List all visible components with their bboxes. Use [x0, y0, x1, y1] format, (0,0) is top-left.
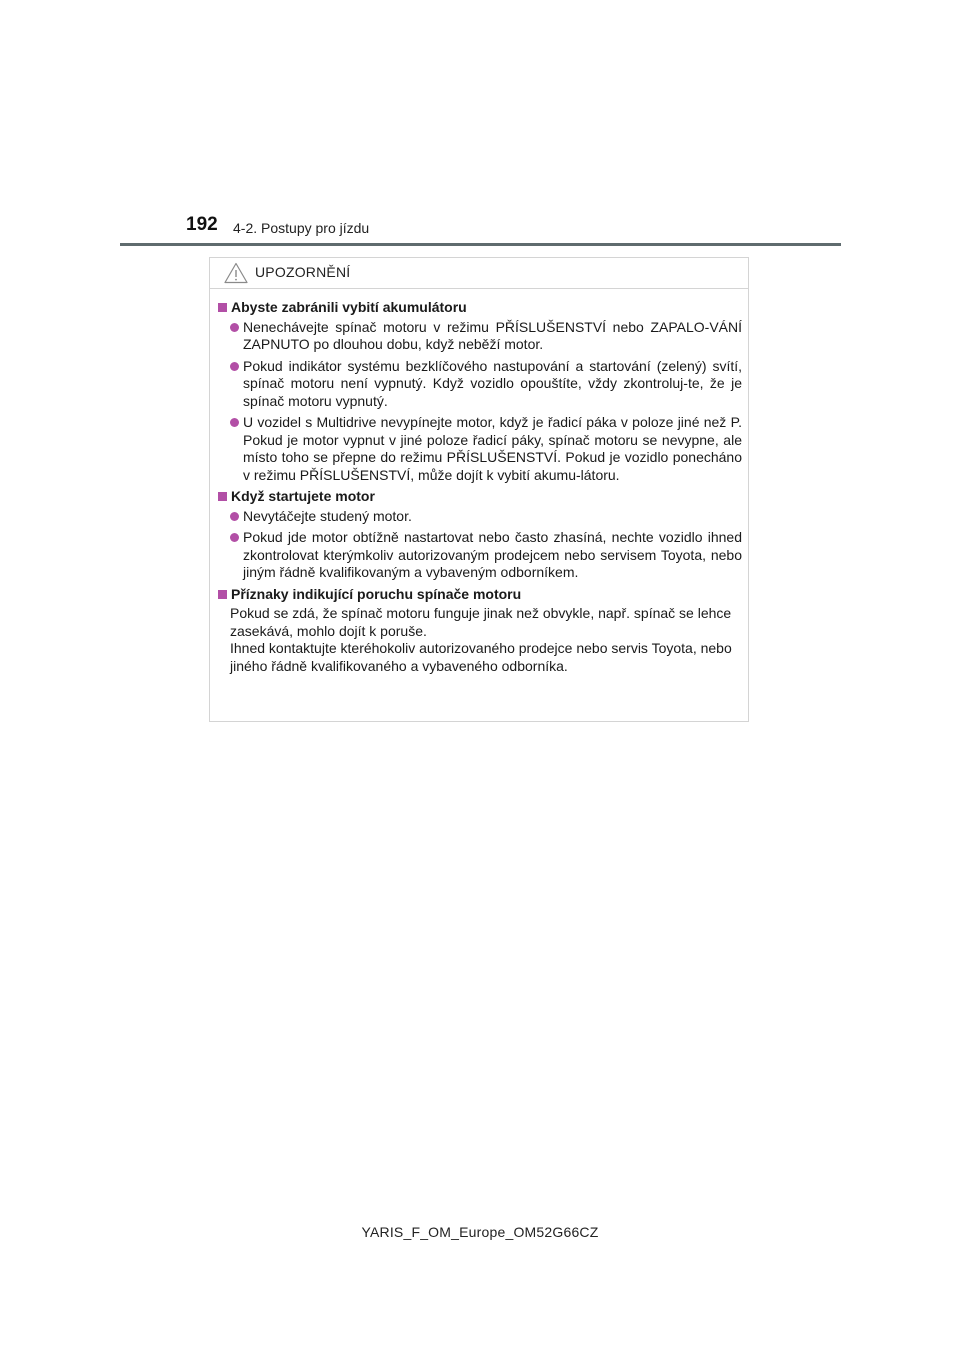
section-heading [218, 586, 742, 604]
warning-triangle-icon [224, 262, 248, 284]
section-battery [218, 299, 742, 484]
list-item [218, 529, 742, 582]
circle-bullet-icon [230, 418, 239, 427]
square-bullet-icon [218, 590, 227, 599]
footer-document-code: YARIS_F_OM_Europe_OM52G66CZ [361, 1224, 599, 1240]
square-bullet-icon [218, 492, 227, 501]
list-item-text: Pokud indikátor systému bezklíčového nastupování a startování (zelený) svítí, spínač motoru není vypnutý. Když vozidlo opouštíte, vždy zkontroluj-te, že je spínač motoru vypnutý. [243, 357, 742, 409]
list-item [218, 508, 742, 526]
section-title: 4-2. Postupy pro jízdu [233, 220, 370, 236]
warning-header [210, 258, 748, 289]
warning-body [218, 299, 742, 675]
list-item [218, 319, 742, 354]
section-heading-text: Abyste zabránili vybití akumulátoru [231, 299, 467, 315]
list-item-text: Nevytáčejte studený motor. [243, 507, 412, 524]
circle-bullet-icon [230, 323, 239, 332]
list-item [218, 358, 742, 411]
page-number: 192 [186, 214, 218, 235]
section-heading-text: Když startujete motor [231, 488, 375, 504]
section-heading [218, 488, 742, 506]
section-heading [218, 299, 742, 317]
warning-title: UPOZORNĚNÍ [255, 264, 351, 280]
paragraph: Ihned kontaktujte kteréhokoliv autorizovaného prodejce nebo servis Toyota, nebo jiného řádně kvalifikovaného a vybaveného odborníka. [230, 640, 732, 674]
warning-box [209, 257, 749, 722]
section-starting [218, 488, 742, 582]
circle-bullet-icon [230, 362, 239, 371]
header-rule [120, 243, 841, 246]
list-item [218, 414, 742, 484]
section-heading-text: Příznaky indikující poruchu spínače motoru [231, 585, 522, 602]
list-item-text: Nenechávejte spínač motoru v režimu PŘÍSLUŠENSTVÍ nebo ZAPALO-VÁNÍ ZAPNUTO po dlouhou dobu, když neběží motor. [243, 318, 742, 352]
page-header [0, 0, 960, 250]
list-item-text: Pokud jde motor obtížně nastartovat nebo často zhasíná, nechte vozidlo ihned zkontrolovat kterýmkoliv autorizovaným prodejcem nebo servisem Toyota, nebo jiným řádně kvalifikovaným a vybaveným odborníkem. [243, 529, 742, 580]
square-bullet-icon [218, 303, 227, 312]
section-malfunction [218, 586, 742, 676]
list-item-text: U vozidel s Multidrive nevypínejte motor, když je řadicí páka v poloze jiné než P. Pokud je motor vypnut v jiné poloze řadicí páky, spínač motoru se nevypne, ale místo toho se přepne do režimu PŘÍSLUŠENSTVÍ. Pokud je vozidlo ponecháno v režimu PŘÍSLUŠENSTVÍ, může dojít k vybití akumu-látoru. [243, 414, 742, 483]
circle-bullet-icon [230, 533, 239, 542]
circle-bullet-icon [230, 512, 239, 521]
paragraph: Pokud se zdá, že spínač motoru funguje jinak než obvykle, např. spínač se lehce zasekává, mohlo dojít k poruše. [230, 605, 732, 639]
